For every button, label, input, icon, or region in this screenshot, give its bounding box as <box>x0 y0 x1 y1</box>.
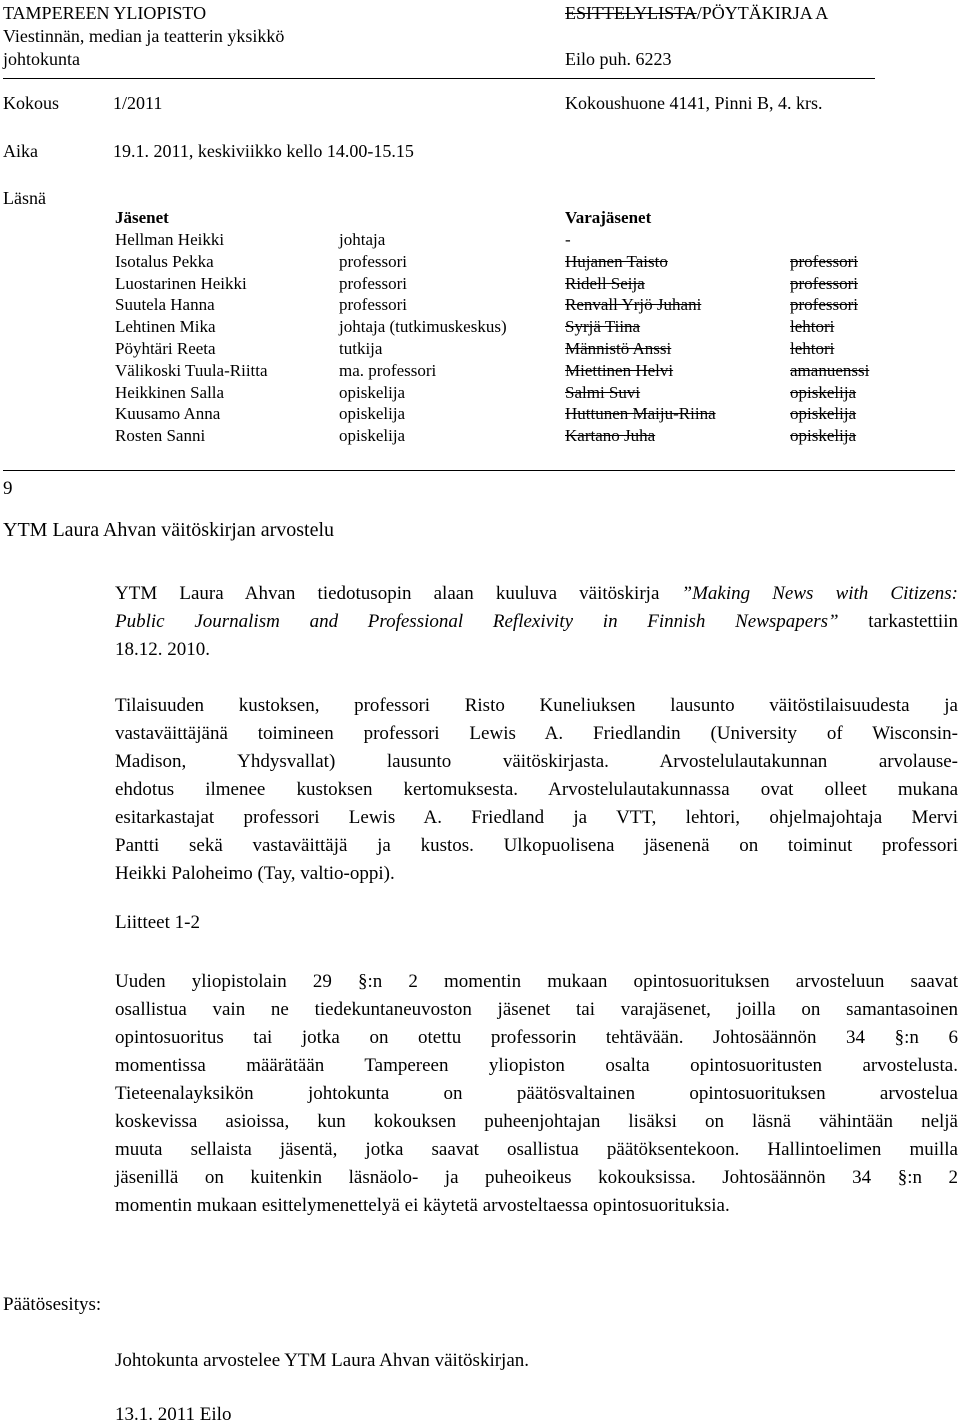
members-header: Jäsenet <box>115 208 169 227</box>
member-role: opiskelija <box>339 426 406 446</box>
body-name: johtokunta <box>3 49 80 69</box>
member-role: opiskelija <box>339 404 406 424</box>
contact-info: Eilo puh. 6223 <box>565 49 672 69</box>
deputy-role: opiskelija <box>790 404 857 424</box>
paragraph-line: jäsenillä on kuitenkin läsnäolo- ja puheoikeus kokouksissa. Johtosäännön 34 §:n 2 <box>115 1167 958 1188</box>
member-role: johtaja (tutkimuskeskus) <box>339 317 507 337</box>
paragraph-line: Heikki Paloheimo (Tay, valtio-oppi). <box>115 863 395 884</box>
member-name: Rosten Sanni <box>115 426 206 446</box>
member-role: johtaja <box>339 230 386 249</box>
paragraph-line: momentissa määrätään Tampereen yliopiston osalta opintosuoritusten arvostelusta. <box>115 1055 958 1076</box>
paragraph-2 <box>115 692 958 888</box>
member-role: opiskelija <box>339 382 406 402</box>
section-divider <box>3 470 955 471</box>
deputy-name: Männistö Anssi <box>565 339 672 358</box>
deputy-role: opiskelija <box>790 426 857 446</box>
deputy-role: opiskelija <box>790 382 857 402</box>
deputy-role: lehtori <box>790 317 835 337</box>
document-type-rest: /PÖYTÄKIRJA A <box>696 3 829 23</box>
unit-name: Viestinnän, median ja teatterin yksikkö <box>3 26 285 46</box>
paragraph-line: osallistua vain ne tiedekuntaneuvoston jäsenet tai varajäsenet, joilla on samantasoinen <box>115 999 958 1020</box>
paragraph-line: Tieteenalayksikön johtokunta on päätösvaltainen opintosuorituksen arvostelua <box>115 1083 958 1104</box>
deputy-role: professori <box>790 273 858 293</box>
kokous-value: 1/2011 <box>113 93 163 113</box>
deputy-role: amanuenssi <box>790 360 870 380</box>
item-number: 9 <box>3 478 13 499</box>
member-role: ma. professori <box>339 360 437 380</box>
deputy-name: Kartano Juha <box>565 426 656 446</box>
deputy-name: Huttunen Maiju-Riina <box>565 404 716 424</box>
paragraph-line: Madison, Yhdysvallat) lausunto väitöskirjasta. Arvostelulautakunnan arvolause- <box>115 751 958 772</box>
proposal-text: Johtokunta arvostelee YTM Laura Ahvan väitöskirjan. <box>115 1350 530 1371</box>
paragraph-line: 18.12. 2010. <box>115 639 210 660</box>
member-name: Isotalus Pekka <box>115 251 214 271</box>
member-name: Kuusamo Anna <box>115 404 221 424</box>
member-role: tutkija <box>339 339 383 358</box>
paragraph-line: Pantti sekä vastaväittäjä ja kustos. Ulkopuolisena jäsenenä on toiminut professori <box>115 835 958 856</box>
paragraph-line: esitarkastajat professori Lewis A. Friedland ja VTT, lehtori, ohjelmajohtaja Mervi <box>115 807 958 828</box>
paragraph-3 <box>115 968 958 1220</box>
member-role: professori <box>339 295 407 315</box>
proposal-label: Päätösesitys: <box>3 1294 102 1315</box>
deputy-name: Hujanen Taisto <box>565 251 668 271</box>
deputy-name: - <box>565 230 571 249</box>
aika-value: 19.1. 2011, keskiviikko kello 14.00-15.15 <box>113 141 414 161</box>
deputy-name: Syrjä Tiina <box>565 317 641 337</box>
deputy-name: Ridell Seija <box>565 273 645 293</box>
paragraph-line: Tilaisuuden kustoksen, professori Risto Kuneliuksen lausunto väitöstilaisuudesta ja <box>115 695 958 716</box>
member-name: Heikkinen Salla <box>115 382 225 402</box>
meeting-room: Kokoushuone 4141, Pinni B, 4. krs. <box>565 93 823 113</box>
deputy-name: Salmi Suvi <box>565 382 641 402</box>
member-role: professori <box>339 273 407 293</box>
deputy-role: lehtori <box>790 339 835 358</box>
member-name: Välikoski Tuula-Riitta <box>115 360 268 380</box>
thesis-title-part2: Public Journalism and Professional Reflexivity in Finnish Newspapers” <box>115 611 839 632</box>
header-divider <box>3 78 875 79</box>
paragraph-line: koskevissa asioissa, kun kokouksen puheenjohtajan lisäksi on läsnä vähintään neljä <box>115 1111 958 1132</box>
document-type-struck: ESITTELYLISTA <box>565 3 697 23</box>
member-name: Hellman Heikki <box>115 230 225 249</box>
attachments-label: Liitteet 1-2 <box>115 912 200 933</box>
paragraph-line: vastaväittäjänä toimineen professori Lewis A. Friedlandin (University of Wisconsin- <box>115 723 958 744</box>
deputy-role: professori <box>790 295 858 315</box>
item-title: YTM Laura Ahvan väitöskirjan arvostelu <box>3 519 335 541</box>
deputy-role: professori <box>790 251 858 271</box>
member-name: Pöyhtäri Reeta <box>115 339 216 358</box>
thesis-title-part1: ”Making News with Citizens: <box>681 583 958 604</box>
paragraph-line <box>115 608 958 636</box>
p1-line2-text: tarkastettiin <box>838 611 958 632</box>
paragraph-line: opintosuoritus tai jotka on otettu professorin tehtävään. Johtosäännön 34 §:n 6 <box>115 1027 958 1048</box>
member-name: Lehtinen Mika <box>115 317 216 337</box>
aika-label: Aika <box>3 141 38 161</box>
paragraph-line: momentin mukaan esittelymenettelyä ei käytetä arvosteltaessa opintosuorituksia. <box>115 1195 730 1216</box>
paragraph-1 <box>115 580 958 664</box>
deputy-name: Miettinen Helvi <box>565 360 674 380</box>
paragraph-line: ehdotus ilmenee kustoksen kertomuksesta. Arvostelulautakunnassa ovat olleet mukana <box>115 779 958 800</box>
member-role: professori <box>339 251 407 271</box>
university-name: TAMPEREEN YLIOPISTO <box>3 3 207 23</box>
member-name: Luostarinen Heikki <box>115 273 247 293</box>
deputy-name: Renvall Yrjö Juhani <box>565 295 702 315</box>
deputies-header: Varajäsenet <box>565 208 652 227</box>
member-name: Suutela Hanna <box>115 295 215 315</box>
p1-line1-text: YTM Laura Ahvan tiedotusopin alaan kuuluva väitöskirja <box>115 583 682 604</box>
signature-line: 13.1. 2011 Eilo <box>115 1404 232 1425</box>
paragraph-line: Uuden yliopistolain 29 §:n 2 momentin mukaan opintosuorituksen arvosteluun saavat <box>115 971 958 992</box>
paragraph-line: muuta sellaista jäsentä, jotka saavat osallistua päätöksentekoon. Hallintoelimen muilla <box>115 1139 958 1160</box>
document-type <box>565 2 828 24</box>
kokous-label: Kokous <box>3 93 60 113</box>
paragraph-line <box>115 580 958 608</box>
lasna-label: Läsnä <box>3 188 46 208</box>
